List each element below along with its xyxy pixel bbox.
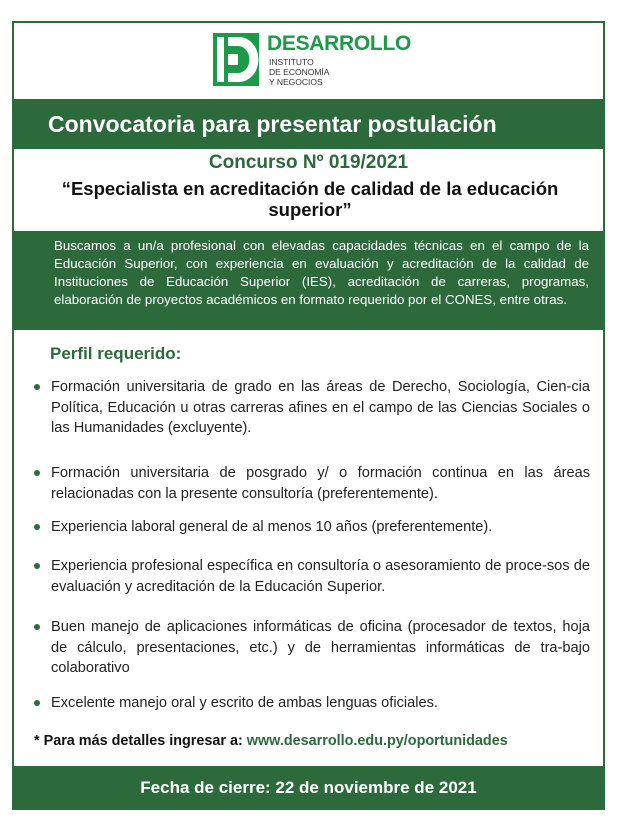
list-item xyxy=(34,377,590,439)
more-info xyxy=(34,733,508,749)
more-info-link[interactable]: www.desarrollo.edu.py/oportunidades xyxy=(246,733,508,749)
list-item xyxy=(34,517,590,538)
institute-logo xyxy=(213,33,413,89)
list-item-text: Experiencia laboral general de al menos 10 años (preferentemente). xyxy=(51,519,493,535)
contest-number: Concurso Nº 019/2021 xyxy=(208,152,409,173)
bullet-icon xyxy=(34,524,40,530)
bullet-icon xyxy=(34,624,40,630)
profile-heading: Perfil requerido: xyxy=(50,344,182,363)
bullet-icon xyxy=(34,470,40,476)
bullet-icon xyxy=(34,700,40,706)
brand-sub-line: INSTITUTO xyxy=(269,57,314,67)
more-info-label: * Para más detalles ingresar a: xyxy=(34,733,243,749)
desarrollo-logo-icon xyxy=(213,33,259,86)
list-item-text: Formación universitaria de posgrado y/ o formación continua en las áreas relacionadas con la presente consultoría (preferentemente). xyxy=(51,465,590,502)
page-title: Convocatoria para presentar postulación xyxy=(12,99,605,149)
brand-name: DESARROLLO xyxy=(267,32,412,55)
position-title: “Especialista en acreditación de calidad de la educación superior” xyxy=(61,178,559,220)
closing-date: Fecha de cierre: 22 de noviembre de 2021 xyxy=(12,766,605,810)
brand-sub-line: Y NEGOCIOS xyxy=(269,77,323,87)
list-item xyxy=(34,693,590,714)
brand-sub-line: DE ECONOMÍA xyxy=(269,67,330,77)
list-item-text: Excelente manejo oral y escrito de ambas lenguas oficiales. xyxy=(51,695,438,711)
list-item xyxy=(34,617,590,679)
bullet-icon xyxy=(34,384,40,390)
list-item xyxy=(34,463,590,504)
brand-subtitle xyxy=(269,57,329,87)
list-item-text: Formación universitaria de grado en las áreas de Derecho, Sociología, Cien-cia Política, Educación u otras carreras afines en el campo de las Ciencias Sociales o las Humanidades (excluyente). xyxy=(51,379,590,436)
list-item-text: Experiencia profesional específica en consultoría o asesoramiento de proce-sos de evaluación y acreditación de la Educación Superior. xyxy=(51,558,590,595)
list-item-text: Buen manejo de aplicaciones informáticas de oficina (procesador de textos, hoja de cálculo, presentaciones, etc.) y de herramientas informáticas de tra-bajo colaborativo xyxy=(51,619,590,676)
bullet-icon xyxy=(34,563,40,569)
list-item xyxy=(34,556,590,597)
description-block: Buscamos a un/a profesional con elevadas capacidades técnicas en el campo de la Educación Superior, con experiencia en evaluación y acreditación de la calidad de Instituciones de Educación Superior (IES), acreditación de carreras, programas, elaboración de proyectos académicos en formato requerido por el CONES, entre otras. xyxy=(12,231,605,330)
